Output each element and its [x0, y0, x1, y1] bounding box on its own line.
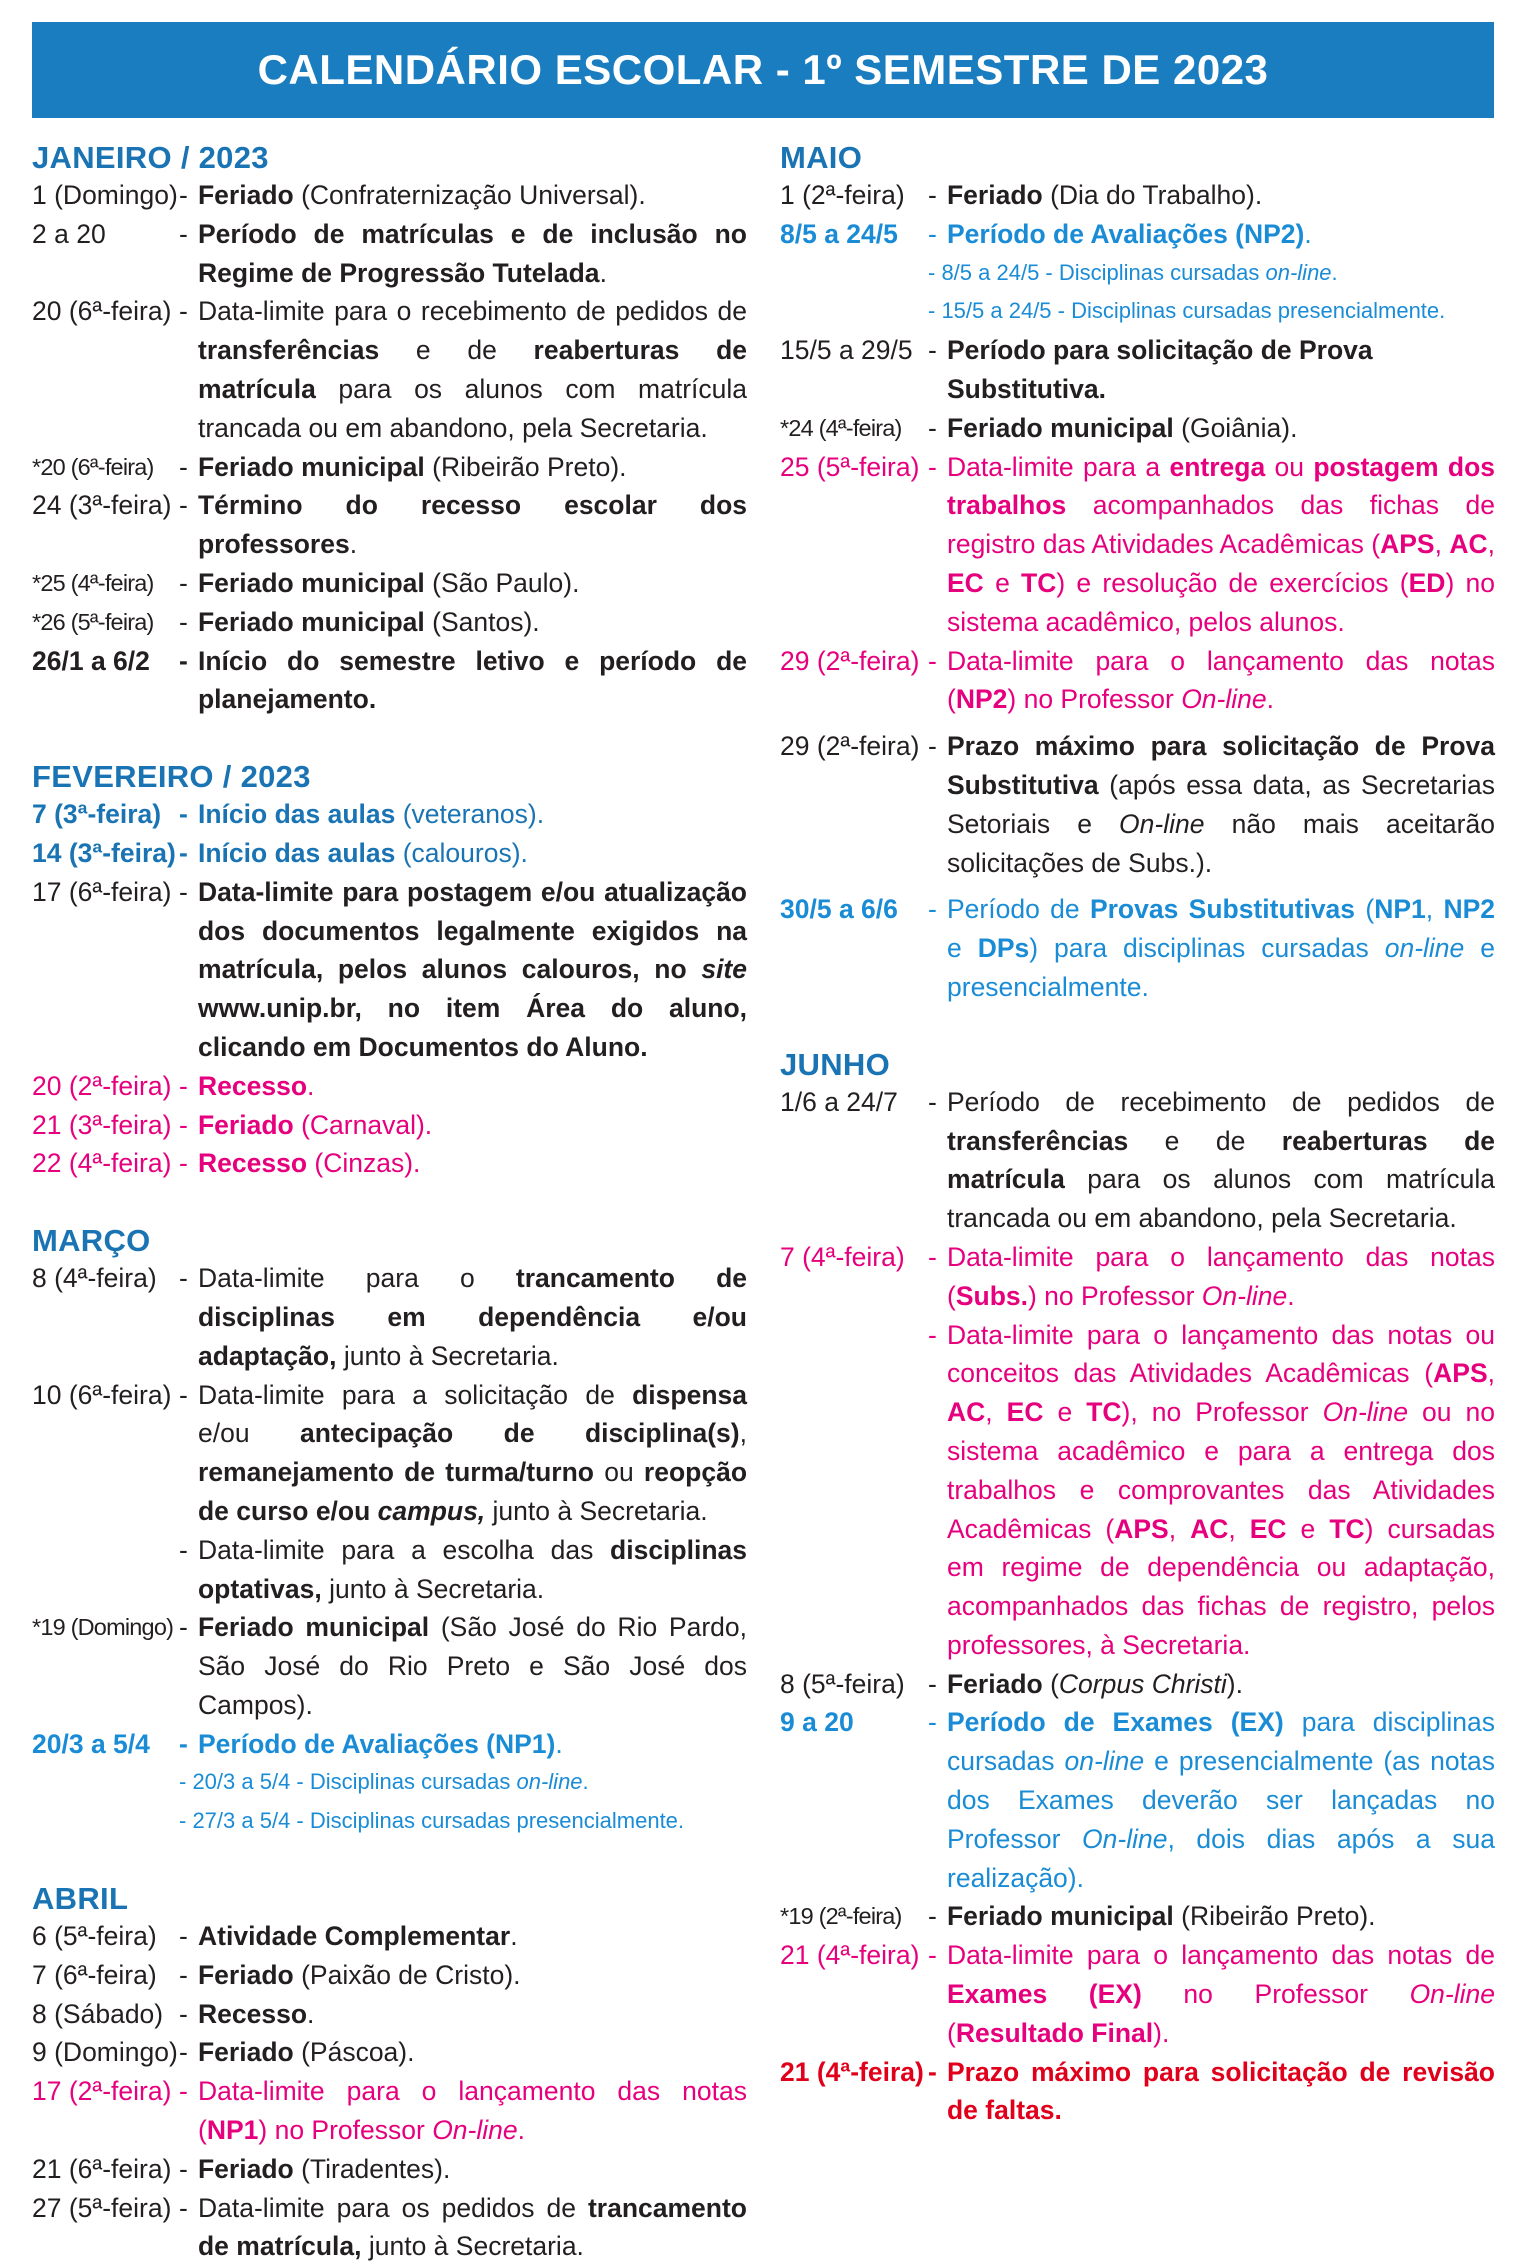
subentry-mar-2 — [32, 1802, 747, 1841]
entry-bold: NP1 — [1374, 894, 1426, 925]
entry-feb-3: 17 (6ª-feira) - Data-limite para postagem e/ou atualização dos documentos legalmente exigidos na matrícula, pelos alunos calouros, no site www.unip.br, no item Área do aluno, clicando em Documentos do Aluno. — [32, 873, 747, 1067]
entry-text: , — [1487, 1358, 1495, 1389]
entry-text: ). — [1153, 2017, 1170, 2048]
entry-italic: campus, — [377, 1495, 486, 1526]
entry-date: 21 (6ª-feira) — [32, 2153, 172, 2184]
entry-feb-6: 22 (4ª-feira) - Recesso (Cinzas). — [32, 1144, 747, 1183]
entry-italic: On-line — [1119, 808, 1205, 839]
entry-bold: NP1 — [206, 2115, 259, 2146]
entry-bold: reaberturas de matrícula — [198, 335, 747, 404]
entry-date: 1 (2ª-feira) — [780, 180, 905, 210]
subentry-may-1: - 8/5 a 24/5 - Disciplinas cursadas on-line. — [928, 259, 1338, 285]
entry-bold: APS — [1433, 1358, 1488, 1389]
entry-date: 20 (6ª-feira) — [32, 296, 172, 327]
subentry-text: - 8/5 a 24/5 - Disciplinas cursadas — [928, 259, 1266, 285]
entry-date: 7 (6ª-feira) — [32, 1959, 157, 1990]
entry-bold: trancamento de matrícula, — [198, 2192, 747, 2262]
entry-apr-5: 17 (2ª-feira) - Data-limite para o lançamento das notas (NP1) no Professor On-line. — [32, 2072, 747, 2150]
month-heading-february: FEVEREIRO / 2023 — [32, 759, 311, 795]
entry-bold: Feriado municipal — [198, 606, 425, 637]
entry-jan-2: 2 a 20 - Período de matrículas e de inclusão no Regime de Progressão Tutelada. — [32, 215, 747, 293]
entry-date: *19 (2ª-feira) — [780, 1903, 902, 1930]
entry-bold: reaberturas de matrícula — [947, 1125, 1495, 1195]
entry-date: 9 (Domingo) — [32, 2037, 178, 2068]
subentry-italic: on-line — [1265, 259, 1332, 285]
entry-text: não mais aceitarão solicitações de Subs.). — [947, 808, 1495, 878]
entry-bold: Período de Avaliações (NP1) — [198, 1728, 556, 1759]
entry-bold: NP2 — [1443, 894, 1496, 925]
entry-may-7: 29 (2ª-feira) - Prazo máximo para solicitação de Prova Substitutiva (após essa data, as Secretarias Setoriais e On-line não mais aceitarão solicitações de Subs.). — [780, 727, 1495, 882]
entry-apr-1: 6 (5ª-feira) - Atividade Complementar. — [32, 1917, 747, 1956]
entry-jan-3: 20 (6ª-feira) - Data-limite para o recebimento de pedidos de transferências e de reaberturas de matrícula para os alunos com matrícula trancada ou em abandono, pela Secretaria. — [32, 292, 747, 447]
entry-bold: EC — [1249, 1513, 1287, 1544]
entry-bold: Feriado municipal — [198, 451, 425, 482]
entry-italic: Corpus Christi — [1058, 1668, 1227, 1699]
entry-bold: postagem dos trabalhos — [947, 451, 1495, 521]
entry-text: ) no Professor — [1027, 1280, 1202, 1311]
entry-date: 1 (Domingo) — [32, 180, 178, 210]
entry-date: 25 (5ª-feira) — [780, 451, 920, 482]
entry-date: *20 (6ª-feira) — [32, 453, 154, 480]
month-heading-june: JUNHO — [780, 1046, 891, 1082]
entry-text: e — [947, 933, 978, 964]
entry-date: 7 (4ª-feira) — [780, 1241, 905, 1272]
entry-date: 6 (5ª-feira) — [32, 1921, 157, 1952]
entry-mar-3: - Data-limite para a escolha das disciplinas optativas, junto à Secretaria. — [179, 1534, 747, 1604]
entry-bold: Feriado municipal — [947, 1901, 1174, 1932]
entry-text: para disciplinas cursadas — [947, 1707, 1495, 1777]
entry-text: Data-limite para o lançamento das notas ( — [947, 645, 1495, 715]
month-heading-march: MARÇO — [32, 1223, 151, 1259]
entry-text: ou — [1265, 451, 1314, 482]
entry-text: junto à Secretaria. — [336, 1340, 559, 1371]
entry-bold: APS — [1380, 529, 1435, 560]
entry-date: 21 (4ª-feira) — [780, 1940, 920, 1971]
entry-text: Período de — [947, 894, 1090, 925]
entry-bold: AC — [947, 1397, 986, 1428]
entry-text: Data-limite para o lançamento das notas ( — [198, 2076, 747, 2146]
entry-bold: trancamento de disciplinas em dependência e/ou adaptação, — [198, 1263, 747, 1371]
entry-date: 22 (4ª-feira) — [32, 1148, 172, 1179]
entry-date: 10 (6ª-feira) — [32, 1379, 172, 1410]
entry-bold: Início das aulas — [198, 799, 396, 830]
entry-bold: transferências — [947, 1125, 1129, 1156]
entry-bold: Prazo máximo para solicitação de revisão de faltas. — [947, 2056, 1495, 2126]
entry-text: para os alunos com matrícula trancada ou em abandono, pela Secretaria. — [198, 373, 747, 443]
entry-date: 24 (3ª-feira) — [32, 490, 172, 521]
entry-bold: DPs — [977, 933, 1030, 964]
entry-italic: on-line — [1064, 1746, 1145, 1777]
entry-may-8: 30/5 a 6/6 - Período de Provas Substitutivas (NP1, NP2 e DPs) para disciplinas cursadas on-line e presencialmente. — [780, 890, 1495, 1006]
entry-date: 26/1 a 6/2 — [32, 645, 150, 676]
entry-text: ) no Professor — [258, 2115, 433, 2146]
entry-bold: Prazo máximo para solicitação de Prova Substitutiva — [947, 731, 1495, 800]
entry-bold: antecipação de disciplina(s) — [300, 1418, 740, 1449]
entry-may-2: 8/5 a 24/5 - Período de Avaliações (NP2). — [780, 215, 1495, 254]
entry-bold: Término do recesso escolar dos professores — [198, 490, 747, 560]
entry-text: no Professor — [1141, 1979, 1410, 2010]
month-heading-april: ABRIL — [32, 1881, 129, 1917]
entry-mar-2: 10 (6ª-feira) - Data-limite para a solicitação de dispensa e/ou antecipação de disciplina(s), remanejamento de turma/turno ou reopção de curso e/ou campus, junto à Secretaria. — [32, 1376, 747, 1531]
entry-text: (São José do Rio Pardo, São José do Rio Preto e São José dos Campos). — [198, 1612, 747, 1720]
entry-text: (Tiradentes). — [293, 2153, 451, 2184]
entry-text: (São Paulo). — [424, 567, 580, 598]
entry-bold: Atividade Complementar — [198, 1921, 511, 1952]
entry-jun-7: 21 (4ª-feira) - Data-limite para o lançamento das notas de Exames (EX) no Professor On-line (Resultado Final). — [780, 1936, 1495, 2052]
subentry-text: - 27/3 a 5/4 - Disciplinas cursadas presencialmente. — [179, 1808, 685, 1834]
entry-text: Data-limite para a solicitação de — [198, 1379, 633, 1410]
entry-bold: EC — [1006, 1397, 1044, 1428]
entry-jan-4: *20 (6ª-feira) - Feriado municipal (Ribeirão Preto). — [32, 448, 747, 487]
entry-text: e presencialmente. — [947, 933, 1495, 1002]
entry-text: ), no Professor — [1121, 1397, 1323, 1428]
entry-italic: On-line — [1322, 1397, 1409, 1428]
entry-date: 30/5 a 6/6 — [780, 894, 898, 925]
entry-date: 20 (2ª-feira) — [32, 1070, 172, 1101]
entry-text: (Cinzas). — [307, 1148, 421, 1179]
entry-text: ou — [593, 1457, 644, 1488]
entry-text: , — [739, 1418, 747, 1449]
entry-bold: Recesso — [198, 1998, 308, 2029]
entry-text: , — [985, 1397, 1007, 1428]
entry-text: Data-limite para a escolha das — [198, 1534, 611, 1565]
entry-may-4: *24 (4ª-feira) - Feriado municipal (Goiânia). — [780, 409, 1495, 448]
entry-text: junto à Secretaria. — [485, 1495, 708, 1526]
subentry-text: - 15/5 a 24/5 - Disciplinas cursadas presencialmente. — [928, 298, 1446, 324]
entry-bold: Subs. — [955, 1280, 1028, 1311]
entry-text: (Santos). — [424, 606, 540, 637]
entry-text: (Páscoa). — [293, 2037, 415, 2068]
entry-bold: Feriado — [198, 2037, 294, 2068]
entry-bold: Provas Substitutivas — [1089, 894, 1356, 925]
entry-bold: Feriado — [947, 1668, 1043, 1699]
entry-bold: Resultado Final — [955, 2017, 1154, 2048]
entry-text: ( — [1042, 1668, 1059, 1699]
entry-text: junto à Secretaria. — [361, 2231, 584, 2262]
entry-bold: Feriado municipal — [947, 412, 1174, 443]
entry-text: (após essa data, as Secretarias Setoriais e — [947, 769, 1495, 839]
entry-bold: transferências — [198, 335, 380, 366]
entry-text: junto à Secretaria. — [321, 1573, 545, 1604]
entry-bold: Período de matrículas e de inclusão no Regime de Progressão Tutelada — [198, 218, 747, 288]
entry-bold: Início do semestre letivo e período de planejamento. — [198, 645, 747, 715]
entry-apr-7: 27 (5ª-feira) - Data-limite para os pedidos de trancamento de matrícula, junto à Secretaria. — [32, 2189, 747, 2266]
entry-text: , — [1168, 1513, 1191, 1544]
entry-italic: On-line — [1201, 1280, 1288, 1311]
entry-text: ) para disciplinas cursadas — [1029, 933, 1385, 964]
entry-mar-4: *19 (Domingo) - Feriado municipal (São José do Rio Pardo, São José do Rio Preto e São José dos Campos). — [32, 1608, 747, 1724]
entry-date: 29 (2ª-feira) — [780, 731, 920, 762]
entry-text: , dois dias após a sua realização). — [947, 1823, 1495, 1893]
entry-bold: Recesso — [198, 1070, 308, 1101]
entry-bold: remanejamento de turma/turno — [198, 1457, 594, 1488]
entry-text: , — [1425, 894, 1444, 925]
entry-text: e de — [1128, 1125, 1282, 1156]
entry-text: (Dia do Trabalho). — [1042, 180, 1263, 210]
entry-date: 21 (3ª-feira) — [32, 1109, 172, 1140]
entry-jan-8: 26/1 a 6/2 - Início do semestre letivo e período de planejamento. — [32, 642, 747, 720]
entry-date: 8/5 a 24/5 — [780, 218, 898, 249]
right-column — [780, 140, 1495, 2130]
entry-date: 2 a 20 — [32, 218, 106, 249]
entry-jun-5: 9 a 20 - Período de Exames (EX) para disciplinas cursadas on-line e presencialmente (as notas dos Exames deverão ser lançadas no Professor On-line, dois dias após a sua realização). — [780, 1703, 1495, 1897]
entry-feb-1: 7 (3ª-feira) - Início das aulas (veteranos). — [32, 795, 747, 834]
entry-text: para os alunos com matrícula trancada ou em abandono, pela Secretaria. — [947, 1164, 1495, 1234]
entry-text: ( — [1355, 894, 1375, 925]
entry-text: Data-limite para a — [947, 451, 1170, 482]
entry-date: 8 (4ª-feira) — [32, 1263, 157, 1294]
entry-bold: Feriado — [198, 1959, 294, 1990]
entry-bold: TC — [1329, 1513, 1365, 1544]
month-heading-may: MAIO — [780, 140, 863, 175]
entry-apr-4: 9 (Domingo) - Feriado (Páscoa). — [32, 2033, 747, 2072]
entry-bold: Recesso — [198, 1148, 308, 1179]
entry-jan-6: *25 (4ª-feira) - Feriado municipal (São Paulo). — [32, 564, 747, 603]
entry-text: Data-limite para o recebimento de pedidos de — [198, 296, 747, 327]
entry-text: e — [1043, 1397, 1087, 1428]
entry-bold: entrega — [1169, 451, 1266, 482]
entry-date: 27 (5ª-feira) — [32, 2192, 172, 2223]
entry-text: (Ribeirão Preto). — [424, 451, 627, 482]
subentry-mar-1: - 20/3 a 5/4 - Disciplinas cursadas on-line. — [179, 1769, 589, 1795]
entry-date: *24 (4ª-feira) — [780, 414, 902, 441]
entry-text: ) no sistema acadêmico, pelos alunos. — [947, 567, 1495, 637]
entry-text: e presencialmente (as notas dos Exames deverão ser lançadas no Professor — [947, 1746, 1495, 1854]
entry-bold: TC — [1086, 1397, 1122, 1428]
entry-bold: EC — [947, 567, 984, 598]
entry-may-6: 29 (2ª-feira) - Data-limite para o lançamento das notas (NP2) no Professor On-line. — [780, 642, 1495, 720]
entry-feb-4: 20 (2ª-feira) - Recesso. — [32, 1067, 747, 1106]
entry-apr-2: 7 (6ª-feira) - Feriado (Paixão de Cristo). — [32, 1956, 747, 1995]
entry-text: Data-limite para o lançamento das notas de — [947, 1940, 1495, 1971]
entry-bold: Feriado — [198, 2153, 294, 2184]
entry-apr-3: 8 (Sábado) - Recesso. — [32, 1995, 747, 2034]
entry-apr-6: 21 (6ª-feira) - Feriado (Tiradentes). — [32, 2150, 747, 2189]
entry-text: Data-limite para os pedidos de — [198, 2192, 588, 2223]
entry-bold: Período para solicitação de Prova Substitutiva. — [947, 335, 1373, 404]
entry-date: 17 (6ª-feira) — [32, 876, 172, 907]
entry-text: (veteranos). — [395, 799, 545, 830]
entry-date: 9 a 20 — [780, 1707, 854, 1738]
entry-jun-1: 1/6 a 24/7 - Período de recebimento de pedidos de transferências e de reaberturas de matrícula para os alunos com matrícula trancada ou em abandono, pela Secretaria. — [780, 1083, 1495, 1238]
entry-text: e de — [379, 335, 534, 366]
entry-bold: Feriado municipal — [198, 567, 425, 598]
entry-text: ). — [1226, 1668, 1243, 1699]
entry-date: *26 (5ª-feira) — [32, 608, 154, 635]
entry-bold: ED — [1408, 567, 1446, 598]
entry-italic: On-line — [1082, 1823, 1168, 1854]
entry-feb-2: 14 (3ª-feira) - Início das aulas (calouros). — [32, 834, 747, 873]
entry-bold: Feriado — [947, 180, 1043, 210]
entry-text: (Carnaval). — [293, 1109, 433, 1140]
entry-jun-2: 7 (4ª-feira) - Data-limite para o lançamento das notas (Subs.) no Professor On-line. — [780, 1238, 1495, 1316]
entry-text: ou no sistema acadêmico e para a entrega dos trabalhos e comprovantes das Atividades Acadêmicas ( — [947, 1397, 1495, 1544]
entry-feb-5: 21 (3ª-feira) - Feriado (Carnaval). — [32, 1106, 747, 1145]
entry-text: (calouros). — [395, 837, 528, 868]
entry-text: (Goiânia). — [1173, 412, 1298, 443]
entry-text: ) cursadas em regime de dependência ou adaptação, acompanhados das fichas de registro, pelos professores, à Secretaria. — [947, 1513, 1496, 1660]
subentry-italic: on-line — [516, 1769, 583, 1795]
entry-text: (Paixão de Cristo). — [293, 1959, 521, 1990]
entry-date: 8 (5ª-feira) — [780, 1668, 905, 1699]
entry-italic: On-line — [432, 2115, 518, 2146]
entry-bold: APS — [1114, 1513, 1169, 1544]
entry-bold: Período de Avaliações (NP2) — [947, 218, 1305, 249]
entry-jun-8: 21 (4ª-feira) - Prazo máximo para solicitação de revisão de faltas. — [780, 2053, 1495, 2131]
subentry-may-2 — [780, 292, 1495, 331]
entry-text: e — [1286, 1513, 1330, 1544]
entry-bold: Início das aulas — [198, 837, 396, 868]
entry-may-5: 25 (5ª-feira) - Data-limite para a entrega ou postagem dos trabalhos acompanhados das fichas de registro das Atividades Acadêmicas (APS, AC, EC e TC) e resolução de exercícios (ED) no sistema acadêmico, pelos alunos. — [780, 448, 1495, 642]
entry-text: (Ribeirão Preto). — [1173, 1901, 1376, 1932]
entry-bold: Feriado — [198, 180, 294, 210]
entry-text: , — [1434, 529, 1450, 560]
subentry-text: - 20/3 a 5/4 - Disciplinas cursadas — [179, 1769, 517, 1795]
entry-italic: On-line — [1409, 1979, 1495, 2010]
entry-bold: NP2 — [955, 684, 1008, 715]
calendar-title-banner — [32, 22, 1494, 118]
entry-may-1: 1 (2ª-feira) - Feriado (Dia do Trabalho). — [780, 176, 1495, 215]
entry-date: 15/5 a 29/5 — [780, 335, 913, 366]
month-heading-january: JANEIRO / 2023 — [32, 140, 269, 175]
entry-date: 17 (2ª-feira) — [32, 2076, 172, 2107]
entry-bold: Exames (EX) — [947, 1979, 1142, 2010]
calendar-title: CALENDÁRIO ESCOLAR - 1º SEMESTRE DE 2023 — [257, 46, 1269, 93]
entry-text: Data-limite para o lançamento das notas ou conceitos das Atividades Acadêmicas ( — [947, 1319, 1495, 1389]
entry-date: 7 (3ª-feira) — [32, 799, 162, 830]
entry-may-3: 15/5 a 29/5 - Período para solicitação de Prova Substitutiva. — [780, 331, 1495, 409]
entry-text: , — [1487, 529, 1496, 560]
left-column — [32, 140, 747, 2266]
entry-text: Data-limite para o lançamento das notas ( — [947, 1241, 1495, 1311]
entry-bold: Período de Exames (EX) — [947, 1707, 1284, 1738]
entry-date: 21 (4ª-feira) — [780, 2056, 924, 2087]
entry-jan-5: 24 (3ª-feira) - Término do recesso escolar dos professores. — [32, 486, 747, 564]
entry-date: 29 (2ª-feira) — [780, 645, 920, 676]
entry-italic: on-line — [1384, 933, 1465, 964]
entry-jun-3: - Data-limite para o lançamento das notas ou conceitos das Atividades Acadêmicas (APS, AC, EC e TC), no Professor On-line ou no sistema acadêmico e para a entrega dos trabalhos e comprovantes das Atividades Acadêmicas (APS, AC, EC e TC) cursadas em regime de dependência ou adaptação, acompanhados das fichas de registro, pelos professores, à Secretaria. — [928, 1319, 1496, 1660]
entry-bold: www.unip.br, no item Área do aluno, clicando em Documentos do Aluno. — [198, 993, 747, 1062]
entry-date: *19 (Domingo) — [32, 1614, 174, 1641]
entry-bold: Feriado municipal — [198, 1612, 430, 1643]
entry-date: 8 (Sábado) — [32, 1998, 164, 2029]
entry-bold: disciplinas optativas, — [198, 1534, 747, 1604]
entry-text: , — [1228, 1513, 1250, 1544]
entry-text: ) no Professor — [1007, 684, 1182, 715]
entry-text: e — [983, 567, 1022, 598]
entry-bold: AC — [1449, 529, 1488, 560]
entry-jan-7: *26 (5ª-feira) - Feriado municipal (Santos). — [32, 603, 747, 642]
entry-bold: Data-limite para postagem e/ou atualização dos documentos legalmente exigidos na matrícula, pelos alunos calouros, no — [198, 876, 747, 985]
entry-text: acompanhados das fichas de registro das Atividades Acadêmicas ( — [947, 490, 1495, 560]
entry-italic: On-line — [1181, 684, 1267, 715]
entry-italic: site — [701, 954, 747, 985]
entry-bold: AC — [1190, 1513, 1229, 1544]
entry-jun-4: 8 (5ª-feira) - Feriado (Corpus Christi). — [780, 1665, 1495, 1704]
entry-bold: dispensa — [632, 1379, 747, 1410]
entry-text: ) e resolução de exercícios ( — [1056, 567, 1409, 598]
entry-date: 1/6 a 24/7 — [780, 1086, 898, 1117]
entry-mar-1: 8 (4ª-feira) - Data-limite para o trancamento de disciplinas em dependência e/ou adaptação, junto à Secretaria. — [32, 1259, 747, 1375]
entry-text: (Confraternização Universal). — [293, 180, 646, 210]
entry-text: Período de recebimento de pedidos de — [947, 1086, 1495, 1117]
entry-jan-1: 1 (Domingo) - Feriado (Confraternização Universal). — [32, 176, 747, 215]
entry-text: ( — [947, 2017, 956, 2048]
entry-date: *25 (4ª-feira) — [32, 569, 154, 596]
entry-bold: reopção de curso e/ou — [198, 1457, 748, 1526]
entry-mar-5: 20/3 a 5/4 - Período de Avaliações (NP1). — [32, 1725, 747, 1764]
entry-bold: TC — [1021, 567, 1057, 598]
entry-text: e/ou — [198, 1418, 301, 1449]
entry-date: 14 (3ª-feira) — [32, 837, 176, 868]
entry-jun-6: *19 (2ª-feira) - Feriado municipal (Ribeirão Preto). — [780, 1897, 1495, 1936]
entry-date: 20/3 a 5/4 — [32, 1728, 150, 1759]
entry-text: Data-limite para o — [198, 1263, 516, 1294]
entry-bold: Feriado — [198, 1109, 294, 1140]
